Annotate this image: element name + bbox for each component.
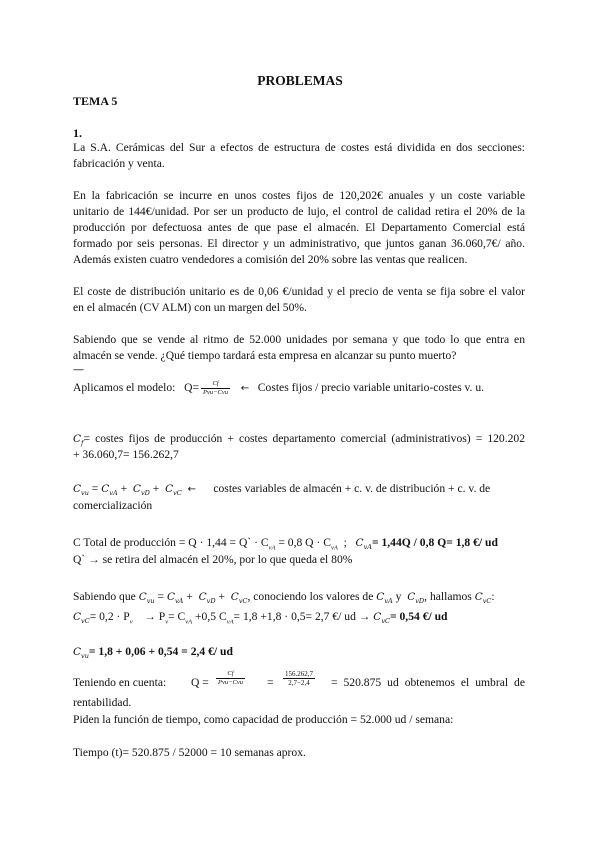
page-title: PROBLEMAS [257,73,343,88]
q-fraction [201,380,230,397]
cf-definition-line-2: + 36.060,7= 156.262,7 [73,448,179,461]
separator: ----- [73,364,83,374]
q-denominator: Pvu−Cvu [203,389,228,396]
cvu-definition-line-1: $C_{vu} = C_{vA} + C_{vD} + C_{vC}$ ← costes variables de almacén + c. v. de distribución + c. v. de [73,482,491,497]
ctotal-line-1: C Total de producción = Q · 1,44 = Q` · $C_{vA} = 0,8$ $Q \cdot C_{vA}$ ; $C_{vA}= 1,44Q / 0,8$ Q= 1,8 €/ ud [73,536,498,552]
paragraph-3-line-1: El coste de distribución unitario es de 0,06 €/unidad y el precio de venta se fija sobre el valor [73,285,525,298]
paragraph-2-line-3: producción por defectuosa antes de que pase el almacén. El Departamento Comercial está [73,221,525,234]
left-arrow-icon: ← [187,484,196,495]
paragraph-3-line-2: en el almacén (CV ALM) con un margen del 50%. [73,301,307,314]
paragraph-4-line-2: almacén se vende. ¿Qué tiempo tardará esta empresa en alcanzar su punto muerto? [73,349,457,362]
teniendo-line-3: Piden la función de tiempo, como capacidad de producción = 52.000 ud / semana: [73,713,454,726]
q-numerator: Cf [201,380,230,389]
section-heading: TEMA 5 [73,94,118,108]
paragraph-4-line-1: Sabiendo que se vende al ritmo de 52.000 unidades por semana y que todo lo que entra en [73,333,525,346]
ctotal-line-2: Q` → se retira del almacén el 20%, por lo que queda el 80% [73,553,353,566]
q-equals: Q= [184,381,200,395]
cf-symbol: $C_f$ [73,433,84,447]
cf-definition-line-1: $C_f=$ costes fijos de producción + costes departamento comercial (administrativos) = 120.202 [73,432,525,447]
paragraph-1-line-2: fabricación y venta. [73,157,165,170]
left-arrow-icon: ← [240,383,250,395]
tiempo-line: Tiempo (t)= 520.875 / 52000 = 10 semanas aprox. [73,746,306,759]
paragraph-2-line-4: formado por seis personas. El director y un administrativo, que juntos ganan 36.060,7€/ año. [73,237,525,250]
paragraph-2-line-5: Además existen cuatro vendedores a comisión del 20% sobre las ventas que realicen. [73,253,468,266]
cvu-result: $C_{vu}= 1,8 + 0,06 + 0,54 = 2,4$ €/ ud [73,645,233,660]
teniendo-line-2: rentabilidad. [73,696,132,709]
paragraph-2-line-2: unitario de 144€/unidad. Por ser un producto de lujo, el control de calidad retira el 20% de la [73,205,525,218]
cvu-definition-text: costes variables de almacén + c. v. de distribución + c. v. de [213,482,491,495]
sabiendo-line-1: Sabiendo que $C_{vu} = C_{vA} + C_{vD} + C_{vC}$, conociendo los valores de $C_{vA}$ y $C_{vD}$, hallamos $C_{vC}$: [73,590,495,605]
model-formula-line [73,380,484,397]
problem-number: 1. [73,126,82,140]
model-description: Costes fijos / precio variable unitario-costes v. u. [257,381,485,395]
sabiendo-line-2: $C_{vC}= 0,2 \cdot P_v$ → $P_v= C_{vA} +0,5$ $C_{vA}= 1,8 +1,8 \cdot 0,5= 2,7$ €/ ud → $C_{vC}= 0,54$ €/ ud [73,610,448,626]
paragraph-2-line-1: En la fabricación se incurre en unos costes fijos de 120,202€ anuales y un coste variable [73,189,525,202]
cvu-definition-line-2: comercialización [73,499,153,512]
model-lead: Aplicamos el modelo: [73,381,176,395]
paragraph-1-line-1: La S.A. Cerámicas del Sur a efectos de estructura de costes está dividida en dos secciones: [73,141,525,154]
document-page: PROBLEMAS TEMA 5 1. La S.A. Cerámicas del Sur a efectos de estructura de costes está dividida en dos secciones: fabricación y venta. En la fabricación se incurre en unos costes fijos de 120,202€ anuales y un coste variable unitario de 144€/unidad. Por ser un producto de lujo, el control de calidad retira el 20% de la producción por defectuosa antes de que pase el almacén. El Departamento Comercial está formado por seis personas. El director y un administrativo, que juntos ganan 36.060,7€/ año. Además existen cuatro vendedores a comisión del 20% sobre las ventas que realicen. El coste de distribución unitario es de 0,06 €/unidad y el precio de venta se fija sobre el valor en el almacén (CV ALM) con un margen del 50%. Sabiendo que se vende al ritmo de 52.000 unidades por semana y que todo lo que entra en almacén se vende. ¿Qué tiempo tardará esta empresa en alcanzar su punto muerto? ----- Aplicamos el modelo: Q= $\frac{Cf}{\text{Pvu−Cvu}}$ ← Costes fijos / precio variable unitario-costes v. u. $C_f=$ costes fijos de producción + costes departamento comercial (administrativos) = 120.202 + 36.060,7= 156.262,7 $C_{vu} = C_{vA} + C_{vD} + C_{vC}$ ← costes variables de almacén + c. v. de distribución + c. v. de comercialización C Total de producción = Q · 1,44 = Q` · $C_{vA} = 0,8$ $Q \cdot C_{vA}$ ; $C_{vA}= 1,44Q / 0,8$ Q= 1,8 €/ ud Q` → se retira del almacén el 20%, por lo que queda el 80% Sabiendo que $C_{vu} = C_{vA} + C_{vD} + C_{vC}$, conociendo los valores de $C_{vA}$ y $C_{vD}$, hallamos $C_{vC}$: $C_{vC}= 0,2 \cdot P_v$ → $P_v= C_{vA} +0,5$ $C_{vA}= 1,8 +1,8 \cdot 0,5= 2,7$ €/ ud → $C_{vC}= 0,54$ €/ ud $C_{vu}= 1,8 + 0,06 + 0,54 = 2,4$ €/ ud Teniendo en cuenta: Q = Cf Pvu−Cvu = $\frac{156.262,7}{2,7-2,4}$ = 520.875 ud obtenemos el umbral de rentabilidad. Piden la función de tiempo, como capacidad de producción = 52.000 ud / semana: Tiempo (t)= 520.875 / 52000 = 10 semanas aprox. [0,0,600,848]
